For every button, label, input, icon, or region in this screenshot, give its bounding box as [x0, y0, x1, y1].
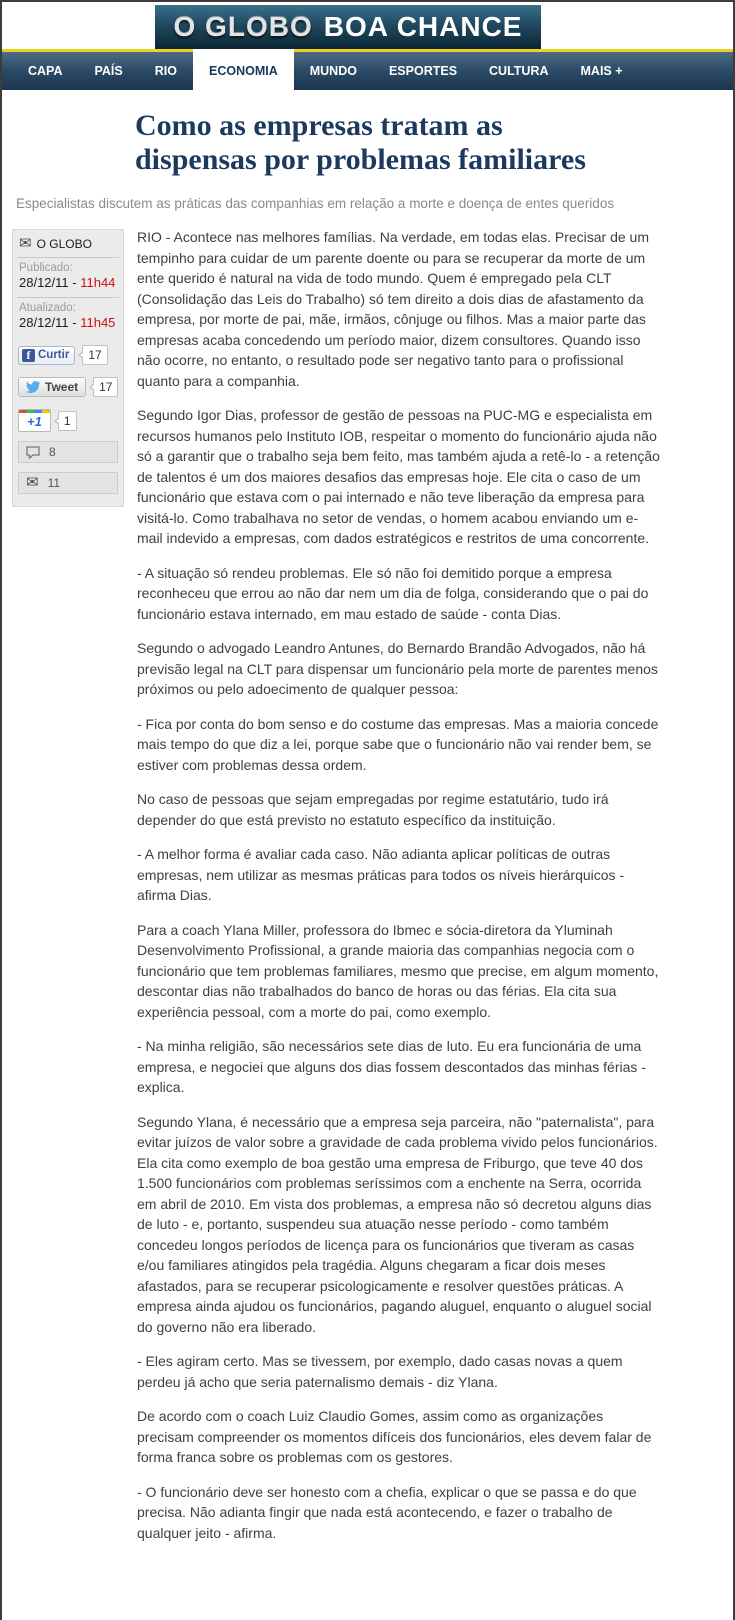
published-datetime	[13, 274, 123, 293]
source-name: O GLOBO	[36, 237, 92, 251]
emails-count: 11	[47, 476, 61, 490]
article-paragraph: - A situação só rendeu problemas. Ele só não foi demitido porque a empresa reconheceu que errou ao não dar nem um dia de folga, considerando que o pai do funcionário estava internado, em mau estado de saúde - conta Dias.	[137, 564, 649, 622]
article-paragraph: - O funcionário deve ser honesto com a chefia, explicar o que se passa e do que precisa. Não adianta fingir que nada está acontecendo, e fazer o trabalho de qualquer jeito - afirma.	[137, 1483, 637, 1541]
article-paragraph: RIO - Acontece nas melhores famílias. Na verdade, em todas elas. Precisar de um tempinho para cuidar de um parente doente ou para se recuperar da morte de um ente querido é natural na vida de todo mundo. Quem é empregado pela CLT (Consolidação das Leis do Trabalho) só tem direito a dois dias de afastamento da empresa, por morte de pai, mãe, irmãos, cônjuge ou filhos. Mas a maior parte das empresas acaba concedendo um período maior, dizem consultores. Quando isso não ocorre, no entanto, o resultado pode ser negativo tanto para o profissional quanto para a companhia.	[137, 229, 650, 389]
article-paragraph: Segundo Ylana, é necessário que a empresa seja parceira, não "paternalista", para evitar juízos de valor sobre a gravidade de cada problema vivido pelos funcionários. Ela cita como exemplo de boa gestão uma empresa de Friburgo, que teve 40 dos 1.500 funcionários com problemas seríssimos com a enchente na Serra, ocorrida em abril de 2010. Em vista dos problemas, a empresa não só decretou alguns dias de luto - e, portanto, suspendeu sua atuação nesse período - como também concedeu longos períodos de licença para os funcionários que tiveram as casas e/ou familiares atingidos pela tragédia. Alguns chegaram a ficar dois meses afastados, para se recuperar psicologicamente e resolver questões práticas. A empresa ainda ajudou os funcionários, pagando aluguel, enquanto o aluguel social do governo não era liberado.	[137, 1113, 658, 1335]
google-plus-one-button[interactable]	[18, 409, 51, 432]
facebook-like-label: Curtir	[38, 349, 70, 361]
plus-one-row	[18, 409, 118, 432]
article-paragraph: No caso de pessoas que sejam empregadas por regime estatutário, tudo irá depender do que está previsto no estatuto específico da instituição.	[137, 791, 609, 828]
facebook-like-row	[18, 345, 118, 365]
source-row	[13, 235, 123, 253]
nav-item-rio[interactable]: RIO	[154, 64, 177, 78]
updated-time: 11h45	[80, 315, 116, 330]
article-paragraph: - Eles agiram certo. Mas se tivessem, por exemplo, dado casas novas a quem perdeu já acho que seria paternalismo demais - diz Ylana.	[137, 1353, 623, 1390]
page-title-line2: dispensas por problemas familiares	[135, 143, 586, 176]
envelope-icon: ✉	[19, 235, 32, 252]
tweet-button[interactable]	[18, 377, 86, 397]
article-paragraph: - Na minha religião, são necessários sete dias de luto. Eu era funcionária de uma empresa, e negociei que alguns dos dias fossem descontados das minhas férias - explica.	[137, 1038, 646, 1095]
comments-count: 8	[49, 445, 56, 459]
logo-oglobo-text: O GLOBO	[173, 11, 313, 42]
article-subtitle: Especialistas discutem as práticas das companhias em relação a morte e doença de entes queridos	[16, 196, 615, 211]
plus-one-label: +1	[27, 414, 42, 429]
email-share-link[interactable]	[18, 472, 118, 494]
logo-boachance-text: BOA CHANCE	[323, 11, 523, 42]
nav-item-capa[interactable]: CAPA	[28, 64, 63, 78]
comment-bubble-icon	[26, 446, 40, 459]
comments-link[interactable]	[18, 441, 118, 463]
article-paragraph: De acordo com o coach Luiz Claudio Gomes, assim como as organizações precisam compreender os momentos difíceis dos funcionários, eles devem falar de forma franca sobre os problemas com os gestores.	[137, 1408, 652, 1465]
site-logo[interactable]	[155, 5, 541, 49]
twitter-bird-icon	[26, 381, 41, 393]
nav-item-economia[interactable]: ECONOMIA	[193, 49, 294, 95]
updated-datetime	[13, 314, 123, 333]
envelope-icon: ✉	[26, 474, 39, 491]
page-title-line1: Como as empresas tratam as	[135, 109, 503, 142]
article-meta-sidebar	[12, 229, 124, 507]
updated-date: 28/12/11 -	[19, 315, 77, 330]
nav-item-esportes[interactable]: ESPORTES	[388, 64, 458, 78]
tweet-count: 17	[93, 377, 118, 397]
article-body	[137, 227, 662, 1543]
masthead	[2, 2, 733, 95]
article-paragraph: Segundo Igor Dias, professor de gestão de pessoas na PUC-MG e especialista em recursos humanos pelo Instituto IOB, respeitar o momento do funcionário ajuda não só a garantir que o trabalho seja bem feito, mas também ajuda a retê-lo - a retenção de talentos é um dos maiores desafios das empresas hoje. Ele cita o caso de um funcionário que estava com o pai internado e não teve liberação da empresa para visitá-lo. Como trabalhava no setor de vendas, o homem acabou enviando um e-mail indevido a empresas, com dados estratégicos e restritos de uma concorrente.	[137, 407, 660, 546]
nav-item-cultura[interactable]: CULTURA	[489, 64, 549, 78]
published-label: Publicado:	[19, 262, 73, 274]
facebook-icon: f	[22, 349, 35, 362]
nav-item-mundo[interactable]: MUNDO	[309, 64, 357, 78]
page-title	[135, 109, 693, 177]
main-navigation	[2, 52, 733, 90]
tweet-row	[18, 377, 118, 397]
nav-item-pais[interactable]: PAÍS	[94, 64, 123, 78]
article-paragraph: Para a coach Ylana Miller, professora do Ibmec e sócia-diretora da Yluminah Desenvolvimento Profissional, a grande maioria das companhias negocia com o funcionário que tem problemas familiares, mesmo que precise, em algum momento, descontar dias não trabalhados do banco de horas ou das férias. Ela cita sua experiência pessoal, com a morte do pai, como exemplo.	[137, 921, 659, 1020]
updated-label: Atualizado:	[19, 302, 76, 314]
facebook-like-count: 17	[82, 345, 107, 365]
plus-one-count: 1	[58, 411, 77, 431]
nav-item-mais[interactable]: MAIS +	[580, 64, 623, 78]
tweet-label: Tweet	[45, 380, 79, 394]
article-paragraph: Segundo o advogado Leandro Antunes, do Bernardo Brandão Advogados, não há previsão legal na CLT para dispensar um funcionário pela morte de parentes menos próximos ou pelo adoecimento de qualquer pessoa:	[137, 640, 658, 697]
google-colors-stripe	[19, 410, 50, 413]
published-time: 11h44	[80, 275, 116, 290]
article-paragraph: - A melhor forma é avaliar cada caso. Não adianta aplicar políticas de outras empresas, nem utilizar as mesmas práticas para todos os níveis hierárquicos - afirma Dias.	[137, 846, 625, 903]
content-area	[2, 227, 733, 1543]
article-paragraph: - Fica por conta do bom senso e do costume das empresas. Mas a maioria concede mais tempo do que diz a lei, porque sabe que o funcionário não vai render bem, se estiver com problemas dessa ordem.	[137, 715, 659, 773]
facebook-like-button[interactable]	[18, 346, 75, 365]
published-date: 28/12/11 -	[19, 275, 77, 290]
